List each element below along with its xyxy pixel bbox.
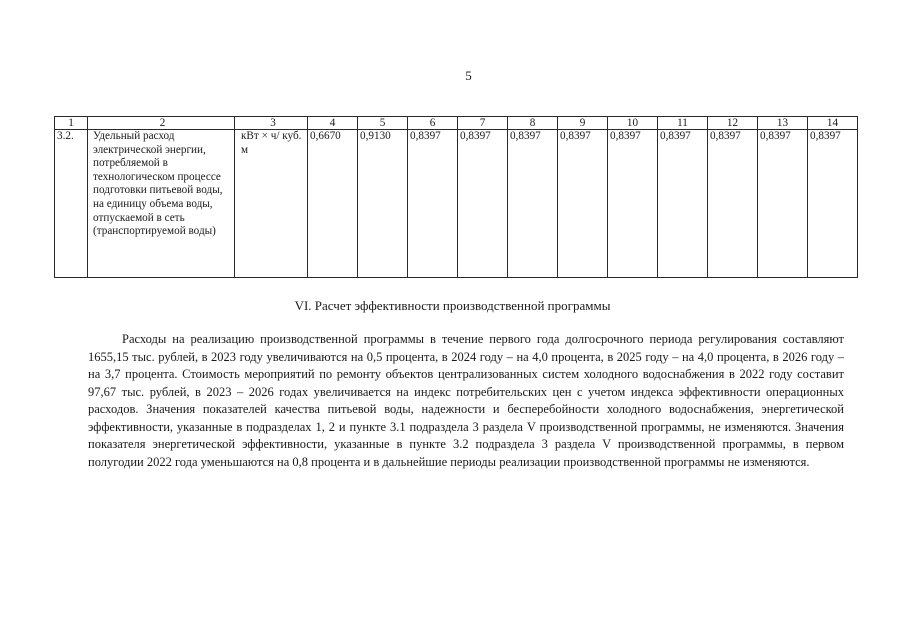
header-cell-9: 9 — [558, 117, 608, 130]
header-cell-12: 12 — [708, 117, 758, 130]
value-cell-10: 0,8397 — [608, 130, 658, 278]
header-cell-11: 11 — [658, 117, 708, 130]
header-cell-6: 6 — [408, 117, 458, 130]
value-cell-7: 0,8397 — [458, 130, 508, 278]
row-number-cell: 3.2. — [55, 130, 88, 278]
value-cell-5: 0,9130 — [358, 130, 408, 278]
value-cell-12: 0,8397 — [708, 130, 758, 278]
value-cell-11: 0,8397 — [658, 130, 708, 278]
value-cell-13: 0,8397 — [758, 130, 808, 278]
header-cell-2: 2 — [88, 117, 235, 130]
section-heading: VI. Расчет эффективности производственной программы — [294, 298, 611, 313]
indicators-table — [54, 116, 858, 278]
header-cell-3: 3 — [235, 117, 308, 130]
header-cell-1: 1 — [55, 117, 88, 130]
unit-cell: кВт × ч/ куб. м — [235, 130, 308, 278]
value-cell-8: 0,8397 — [508, 130, 558, 278]
header-cell-10: 10 — [608, 117, 658, 130]
value-cell-9: 0,8397 — [558, 130, 608, 278]
header-cell-7: 7 — [458, 117, 508, 130]
header-cell-8: 8 — [508, 117, 558, 130]
header-cell-14: 14 — [808, 117, 858, 130]
table-row — [55, 130, 858, 278]
value-cell-6: 0,8397 — [408, 130, 458, 278]
value-cell-4: 0,6670 — [308, 130, 358, 278]
body-paragraph: Расходы на реализацию производственной программы в течение первого года долгосрочного периода регулирования составляют 1655,15 тыс. рублей, в 2023 году увеличиваются на 0,5 процента, в 2024 году – на 4,0 процента, в 2025 году – на 4,0 процента, в 2026 году – на 3,7 процента. Стоимость мероприятий по ремонту объектов централизованных систем холодного водоснабжения в 2022 году составит 97,67 тыс. рублей, в 2023 – 2026 годах увеличивается на индекс потребительских цен с учетом индекса эффективности операционных расходов. Значения показателей качества питьевой воды, надежности и бесперебойности холодного водоснабжения, энергетической эффективности, указанные в подразделах 1, 2 и пункте 3.1 подраздела 3 раздела V производственной программы, не изменяются. Значения показателя энергетической эффективности, указанные в пункте 3.2 подраздела 3 раздела V производственной программы, в первом полугодии 2022 года уменьшаются на 0,8 процента и в дальнейшие периоды реализации производственной программы не изменяются. — [88, 332, 844, 469]
header-cell-5: 5 — [358, 117, 408, 130]
header-cell-13: 13 — [758, 117, 808, 130]
page-number: 5 — [465, 68, 472, 83]
value-cell-14: 0,8397 — [808, 130, 858, 278]
indicator-name-cell: Удельный расход электрической энергии, потребляемой в технологическом процессе подготовки питьевой воды, на единицу объема воды, отпускаемой в сеть (транспортируемой воды) — [88, 130, 235, 278]
header-cell-4: 4 — [308, 117, 358, 130]
table-header-row — [55, 117, 858, 130]
